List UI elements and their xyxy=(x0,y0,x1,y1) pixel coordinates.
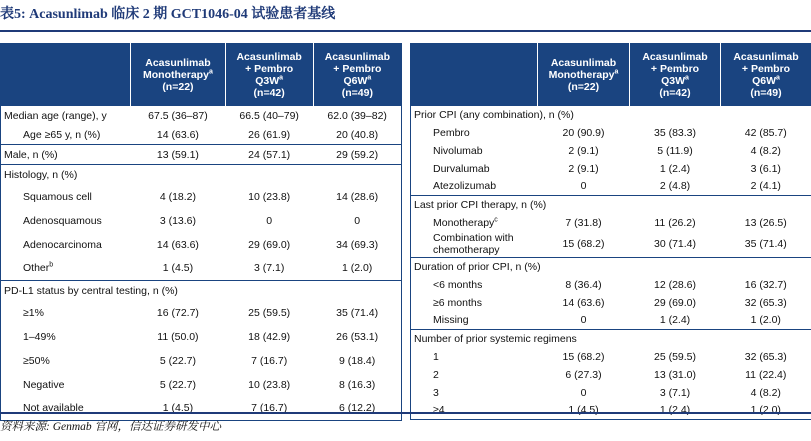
row-label xyxy=(411,178,538,196)
row-label-text: Nivolumab xyxy=(433,144,483,157)
header-text: Monotherapy xyxy=(143,68,209,81)
row-label-text: Atezolizumab xyxy=(433,180,497,193)
header-line xyxy=(723,75,809,87)
row-label xyxy=(411,330,577,348)
value-cell: 35 (83.3) xyxy=(653,126,697,139)
table-row xyxy=(411,348,811,366)
header-footnote-mark: a xyxy=(614,68,619,76)
value-cell: 1 (2.4) xyxy=(659,314,691,327)
row-label xyxy=(411,384,538,402)
header-monotherapy xyxy=(131,44,225,106)
table-row xyxy=(411,196,811,214)
header-line: (n=49) xyxy=(750,86,782,99)
row-label-text: ≥1% xyxy=(23,306,44,319)
value-cell: 1 (4.5) xyxy=(162,402,194,415)
value-cell: 13 (26.5) xyxy=(744,216,787,229)
table-row xyxy=(411,384,811,402)
table-row xyxy=(411,276,811,294)
header-line: Acasunlimab xyxy=(324,50,391,63)
header-text: Q3W xyxy=(661,74,685,87)
value-cell: 1 (2.0) xyxy=(750,404,781,417)
table-row xyxy=(411,312,811,330)
header-line: + Pembro xyxy=(245,62,294,75)
value-cell xyxy=(225,281,313,301)
value-cell: 14 (63.6) xyxy=(562,296,605,309)
row-label xyxy=(1,145,131,165)
table-row xyxy=(411,258,811,276)
table-row xyxy=(411,214,811,232)
row-label xyxy=(1,126,131,145)
row-label-line: Combination with xyxy=(433,232,514,245)
header-line xyxy=(316,75,399,87)
value-cell: 11 (26.2) xyxy=(654,216,696,229)
value-cell xyxy=(721,330,811,348)
row-label-text: Histology, n (%) xyxy=(4,168,78,181)
row-label-text: ≥4 xyxy=(433,404,445,417)
value-cell: 3 (7.1) xyxy=(659,386,691,399)
row-footnote-mark: b xyxy=(49,261,54,269)
value-cell: 8 (16.3) xyxy=(339,378,376,391)
row-label xyxy=(411,214,538,232)
header-blank xyxy=(411,44,538,106)
value-cell: 35 (71.4) xyxy=(744,238,787,251)
value-cell: 15 (68.2) xyxy=(562,350,605,363)
row-label-line: chemotherapy xyxy=(433,244,500,257)
value-cell: 6 (27.3) xyxy=(565,368,602,381)
value-cell: 0 xyxy=(354,214,361,227)
row-label xyxy=(1,209,131,233)
row-label-text: Other xyxy=(23,262,50,275)
value-cell: 42 (85.7) xyxy=(744,126,787,139)
value-cell xyxy=(721,196,811,214)
value-cell: 4 (8.2) xyxy=(750,144,781,157)
value-cell xyxy=(313,281,401,301)
value-cell: 66.5 (40–79) xyxy=(239,109,299,122)
table-row xyxy=(1,325,402,349)
value-cell: 3 (13.6) xyxy=(159,214,197,227)
row-label-text: Male, n (%) xyxy=(4,148,58,161)
header-line: (n=49) xyxy=(341,86,373,99)
row-label-text: Adenocarcinoma xyxy=(23,238,102,251)
table-row xyxy=(1,126,402,145)
row-label xyxy=(411,106,574,124)
value-cell: 35 (71.4) xyxy=(336,306,379,319)
value-cell: 5 (22.7) xyxy=(159,354,197,367)
row-label-text: ≥50% xyxy=(23,354,50,367)
row-footnote-mark: c xyxy=(494,216,498,223)
value-cell: 15 (68.2) xyxy=(562,238,605,251)
value-cell xyxy=(538,196,630,214)
row-label-text: Median age (range), y xyxy=(4,109,107,122)
value-cell: 10 (23.8) xyxy=(248,190,291,203)
header-text: Q6W xyxy=(343,74,368,87)
value-cell: 67.5 (36–87) xyxy=(148,109,208,122)
footer-rule xyxy=(0,412,811,414)
value-cell: 1 (2.0) xyxy=(341,262,373,275)
value-cell: 2 (9.1) xyxy=(568,144,599,157)
table-row xyxy=(411,106,811,124)
header-line: (n=22) xyxy=(567,80,600,93)
value-cell xyxy=(630,106,721,124)
table-row xyxy=(411,232,811,258)
header-line: Acasunlimab xyxy=(145,56,211,69)
row-label xyxy=(411,402,538,420)
row-label xyxy=(411,124,538,142)
value-cell: 0 xyxy=(580,314,587,327)
row-label-text: 1 xyxy=(433,350,439,363)
row-label xyxy=(1,301,131,325)
row-label xyxy=(1,281,178,301)
header-text: Q3W xyxy=(255,74,280,87)
value-cell: 1 (4.5) xyxy=(162,262,194,275)
row-label xyxy=(1,373,131,397)
header-line: Acasunlimab xyxy=(642,50,708,63)
value-cell: 1 (2.0) xyxy=(750,314,781,327)
row-label-text: Age ≥65 y, n (%) xyxy=(23,128,101,141)
header-line: + Pembro xyxy=(741,62,791,75)
table-row xyxy=(411,160,811,178)
table-row xyxy=(1,349,402,373)
value-cell xyxy=(721,258,811,276)
value-cell xyxy=(721,106,811,124)
row-label xyxy=(1,325,131,349)
row-label xyxy=(411,276,538,294)
header-line: + Pembro xyxy=(650,62,700,75)
value-cell: 24 (57.1) xyxy=(225,145,313,165)
header-q3w xyxy=(225,44,313,106)
table-row xyxy=(1,165,402,185)
value-cell: 25 (59.5) xyxy=(248,306,291,319)
row-label xyxy=(1,349,131,373)
row-label-text: Last prior CPI therapy, n (%) xyxy=(414,198,547,211)
value-cell: 11 (50.0) xyxy=(157,330,199,343)
value-cell: 29 (69.0) xyxy=(248,238,291,251)
row-label-text: 3 xyxy=(433,386,439,399)
value-cell: 13 (59.1) xyxy=(131,145,225,165)
table-row xyxy=(411,330,811,348)
table-row xyxy=(411,366,811,384)
row-label xyxy=(411,312,538,330)
table-row xyxy=(1,145,402,165)
value-cell: 18 (42.9) xyxy=(248,330,291,343)
value-cell: 0 xyxy=(266,214,273,227)
row-label-text: Not available xyxy=(23,402,84,415)
row-label xyxy=(1,165,131,185)
value-cell: 2 (4.1) xyxy=(750,180,781,193)
value-cell: 20 (40.8) xyxy=(336,128,379,141)
row-label-text: 2 xyxy=(433,368,439,381)
header-line: Acasunlimab xyxy=(550,56,617,69)
table-row xyxy=(411,294,811,312)
value-cell: 16 (72.7) xyxy=(156,306,199,319)
value-cell: 3 (7.1) xyxy=(253,262,285,275)
source-note: 资料来源: Genmab 官网，信达证券研发中心 xyxy=(0,421,222,433)
header-footnote-mark: a xyxy=(776,74,780,82)
header-q3w xyxy=(630,44,721,106)
table-row xyxy=(1,233,402,257)
value-cell: 4 (18.2) xyxy=(159,190,197,203)
row-label-text: Adenosquamous xyxy=(23,214,102,227)
value-cell: 5 (22.7) xyxy=(159,378,197,391)
value-cell: 0 xyxy=(580,180,587,193)
value-cell: 0 xyxy=(580,386,587,399)
row-label xyxy=(1,257,131,281)
row-label xyxy=(411,232,538,258)
baseline-table-right xyxy=(410,43,811,420)
row-label-text: Squamous cell xyxy=(23,190,92,203)
header-line: (n=42) xyxy=(253,86,285,99)
value-cell: 1 (2.4) xyxy=(659,404,691,417)
header-line xyxy=(540,69,627,81)
value-cell: 1 (2.4) xyxy=(659,162,691,175)
header-text: Monotherapy xyxy=(548,68,615,81)
header-line: Acasunlimab xyxy=(733,50,799,63)
value-cell: 13 (31.0) xyxy=(653,368,697,381)
value-cell: 30 (71.4) xyxy=(653,238,697,251)
header-line xyxy=(632,75,718,87)
value-cell: 2 (4.8) xyxy=(659,180,691,193)
header-footnote-mark: a xyxy=(208,68,213,76)
value-cell: 29 (69.0) xyxy=(653,296,697,309)
row-label xyxy=(411,142,538,160)
value-cell: 62.0 (39–82) xyxy=(327,109,387,122)
value-cell xyxy=(131,165,225,185)
row-label xyxy=(1,185,131,209)
table-row xyxy=(411,402,811,420)
header-line xyxy=(228,75,311,87)
row-label-text: Pembro xyxy=(433,126,470,139)
header-line: (n=22) xyxy=(162,80,194,93)
value-cell: 12 (28.6) xyxy=(653,278,697,291)
table-row xyxy=(1,257,402,281)
row-label xyxy=(1,233,131,257)
header-blank xyxy=(1,44,131,106)
baseline-table-left xyxy=(0,43,402,421)
table-row xyxy=(1,185,402,209)
value-cell: 7 (16.7) xyxy=(251,402,288,415)
row-label-text: Monotherapy xyxy=(433,216,495,229)
value-cell xyxy=(630,196,721,214)
row-label xyxy=(411,258,541,276)
value-cell: 7 (31.8) xyxy=(565,216,602,229)
table-row xyxy=(1,301,402,325)
row-label-text: PD-L1 status by central testing, n (%) xyxy=(4,284,178,297)
table-row xyxy=(411,178,811,196)
row-label xyxy=(411,196,547,214)
row-label xyxy=(411,294,538,312)
value-cell: 7 (16.7) xyxy=(251,354,288,367)
row-label-text: Number of prior systemic regimens xyxy=(414,332,577,345)
value-cell: 16 (32.7) xyxy=(744,278,787,291)
value-cell: 1 (4.5) xyxy=(568,404,599,417)
value-cell: 4 (8.2) xyxy=(750,386,781,399)
value-cell: 20 (90.9) xyxy=(562,126,605,139)
table-row xyxy=(1,209,402,233)
header-footnote-mark: a xyxy=(279,74,284,82)
value-cell: 10 (23.8) xyxy=(248,378,291,391)
table-row xyxy=(1,373,402,397)
row-label-text: Prior CPI (any combination), n (%) xyxy=(414,108,574,121)
header-line: Acasunlimab xyxy=(236,50,302,63)
value-cell: 34 (69.3) xyxy=(336,238,379,251)
value-cell xyxy=(630,330,721,348)
value-cell: 14 (28.6) xyxy=(336,190,379,203)
header-q6w xyxy=(721,44,811,106)
row-label xyxy=(411,348,538,366)
row-label xyxy=(411,160,538,178)
row-label-text: ≥6 months xyxy=(433,296,482,309)
value-cell: 26 (61.9) xyxy=(248,128,291,141)
value-cell: 5 (11.9) xyxy=(657,144,693,157)
header-line: + Pembro xyxy=(333,62,382,75)
value-cell: 26 (53.1) xyxy=(336,330,379,343)
header-q6w xyxy=(313,44,401,106)
header-line: (n=42) xyxy=(659,86,691,99)
value-cell xyxy=(630,258,721,276)
value-cell: 14 (63.6) xyxy=(156,238,199,251)
row-label xyxy=(1,106,131,126)
value-cell: 8 (36.4) xyxy=(565,278,602,291)
title-rule xyxy=(0,30,811,32)
table-row xyxy=(1,106,402,126)
header-footnote-mark: a xyxy=(367,74,372,82)
value-cell: 11 (22.4) xyxy=(745,368,787,381)
header-line xyxy=(133,69,222,81)
header-monotherapy xyxy=(538,44,630,106)
value-cell: 3 (6.1) xyxy=(750,162,781,175)
row-label-text: <6 months xyxy=(433,278,483,291)
value-cell: 32 (65.3) xyxy=(744,350,787,363)
row-label xyxy=(411,366,538,384)
table-row xyxy=(1,281,402,301)
value-cell: 9 (18.4) xyxy=(339,354,376,367)
table-title: 表5: Acasunlimab 临床 2 期 GCT1046-04 试验患者基线 xyxy=(0,7,336,22)
row-label-text: Missing xyxy=(433,314,469,327)
row-label-text: Negative xyxy=(23,378,65,391)
row-label-text: Durvalumab xyxy=(433,162,490,175)
table-row xyxy=(411,142,811,160)
value-cell: 25 (59.5) xyxy=(653,350,697,363)
value-cell xyxy=(538,258,630,276)
header-text: Q6W xyxy=(752,74,776,87)
value-cell: 14 (63.6) xyxy=(156,128,199,141)
value-cell xyxy=(313,165,401,185)
row-label-text: 1–49% xyxy=(23,330,56,343)
value-cell: 29 (59.2) xyxy=(313,145,401,165)
value-cell: 6 (12.2) xyxy=(339,402,376,415)
header-footnote-mark: a xyxy=(685,74,689,82)
value-cell: 2 (9.1) xyxy=(568,162,599,175)
table-row xyxy=(411,124,811,142)
value-cell xyxy=(225,165,313,185)
row-label-text: Duration of prior CPI, n (%) xyxy=(414,260,541,273)
value-cell: 32 (65.3) xyxy=(744,296,787,309)
